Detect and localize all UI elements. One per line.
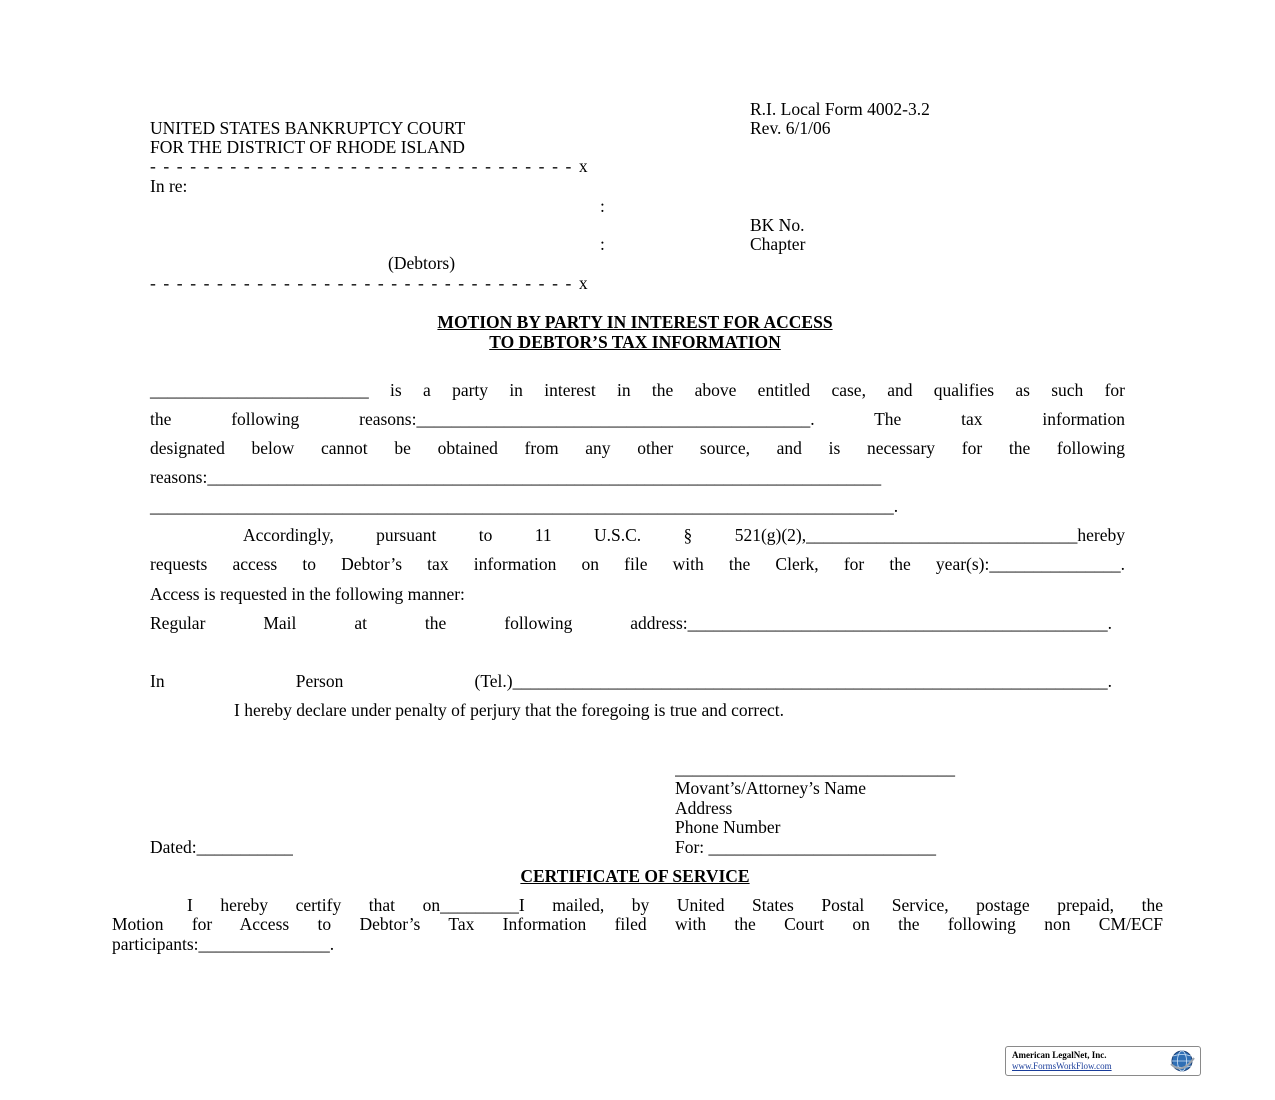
in-person-tel-line: In Person (Tel.)____________________________________________________________________. [150,671,1112,691]
american-legalnet-logo[interactable] [1005,1046,1201,1076]
debtors-label: (Debtors) [388,253,456,273]
court-district: FOR THE DISTRICT OF RHODE ISLAND [150,137,465,157]
signature-line: ________________________________ [675,758,955,778]
dated-line: Dated:___________ [150,837,293,857]
form-number: R.I. Local Form 4002-3.2 [750,99,930,119]
chapter-label: Chapter [750,234,806,254]
for-line: For: __________________________ [675,837,937,857]
motion-p2-line1: Accordingly, pursuant to 11 U.S.C. § 521(g)(2),_______________________________hereby [243,525,1125,545]
court-name: UNITED STATES BANKRUPTCY COURT [150,118,466,138]
in-re-label: In re: [150,176,188,196]
movant-name-label: Movant’s/Attorney’s Name [675,778,867,798]
bk-no-label: BK No. [750,215,805,235]
motion-p1-line3: designated below cannot be obtained from any other source, and is necessary for the following [150,438,1125,458]
globe-icon [1169,1049,1195,1073]
motion-p1-line5: _____________________________________________________________________________________. [150,496,899,516]
caption-bottom-border: - - - - - - - - - - - - - - - - - - - - - - - - - - - - - - - - x [150,273,590,293]
motion-p1-line1: _________________________ is a party in interest in the above entitled case, and qualifies as such for [150,380,1125,400]
certificate-title: CERTIFICATE OF SERVICE [520,866,750,886]
certificate-line3: participants:_______________. [112,934,335,954]
logo-url-link[interactable]: www.FormsWorkFlow.com [1012,1061,1112,1071]
caption-top-border: - - - - - - - - - - - - - - - - - - - - - - - - - - - - - - - - x [150,156,590,176]
certificate-line2: Motion for Access to Debtor’s Tax Information filed with the Court on the following non CM/ECF [112,914,1163,934]
motion-p2-line2: requests access to Debtor’s tax information on file with the Clerk, for the year(s):_______________. [150,554,1125,574]
motion-p1-line4: reasons:_____________________________________________________________________________ [150,467,882,487]
caption-colon-1: : [600,196,605,216]
motion-p1-line2: the following reasons:_____________________________________________. The tax information [150,409,1125,429]
form-revision: Rev. 6/1/06 [750,118,831,138]
address-label: Address [675,798,733,818]
regular-mail-address-line: Regular Mail at the following address:________________________________________________. [150,613,1112,633]
certificate-line1: I hereby certify that on_________I mailed, by United States Postal Service, postage prepaid, the [187,895,1163,915]
phone-number-label: Phone Number [675,817,781,837]
motion-p2-line3: Access is requested in the following manner: [150,584,465,604]
logo-company-name: American LegalNet, Inc. [1012,1050,1107,1060]
perjury-declaration: I hereby declare under penalty of perjury that the foregoing is true and correct. [234,700,785,720]
motion-title-line1: MOTION BY PARTY IN INTEREST FOR ACCESS [437,312,833,332]
motion-title-line2: TO DEBTOR’S TAX INFORMATION [489,332,781,352]
caption-colon-2: : [600,234,605,254]
